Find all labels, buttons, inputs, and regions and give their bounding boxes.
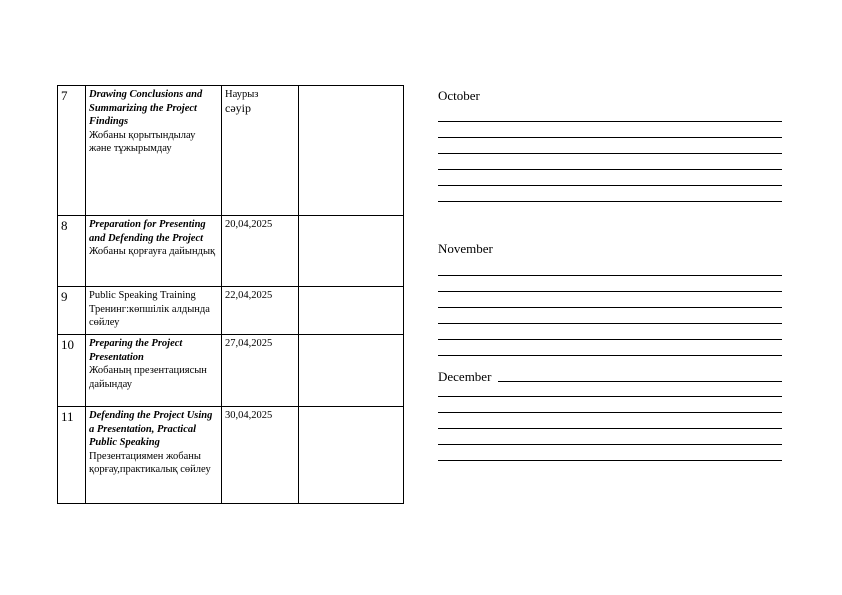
writing-line: [438, 339, 782, 340]
row-title-en: Drawing Conclusions and Summarizing the Project Findings: [89, 89, 203, 127]
row-date-line2: сәуір: [225, 100, 251, 115]
writing-line: [438, 323, 782, 324]
writing-line: [438, 355, 782, 356]
row-title-kz: Жобаны қорғауға дайындық: [89, 246, 216, 257]
writing-line: [438, 428, 782, 429]
row-notes-cell: [299, 86, 404, 216]
row-notes-cell: [299, 407, 404, 504]
row-date-line1: Наурыз: [225, 89, 259, 100]
row-number: 7: [58, 86, 86, 216]
row-date: 30,04,2025: [222, 407, 299, 504]
writing-line: [438, 201, 782, 202]
writing-line: [438, 153, 782, 154]
row-notes-cell: [299, 335, 404, 407]
row-title-plain: Public Speaking Training Тренинг:көпшілік алдында сөйлеу: [89, 290, 210, 328]
october-notes: [438, 87, 782, 207]
writing-line: [438, 444, 782, 445]
row-number: 8: [58, 216, 86, 287]
november-heading: November: [438, 241, 493, 256]
december-heading: December: [438, 369, 492, 384]
row-title-cell: [86, 287, 222, 335]
october-heading: October: [438, 88, 480, 103]
writing-line: [438, 291, 782, 292]
table-row: [58, 407, 404, 504]
row-date: 27,04,2025: [222, 335, 299, 407]
row-number: 10: [58, 335, 86, 407]
writing-line: [438, 169, 782, 170]
table-row: [58, 216, 404, 287]
row-title-en: Preparation for Presenting and Defending the Project: [89, 219, 206, 244]
plan-table: [57, 85, 404, 504]
table-row: [58, 86, 404, 216]
writing-line: [438, 396, 782, 397]
table-row: [58, 287, 404, 335]
row-date: 22,04,2025: [222, 287, 299, 335]
row-date: 20,04,2025: [222, 216, 299, 287]
table-row: [58, 335, 404, 407]
writing-line: [438, 137, 782, 138]
writing-line: [438, 275, 782, 276]
writing-line: [438, 185, 782, 186]
row-number: 11: [58, 407, 86, 504]
row-title-cell: [86, 86, 222, 216]
row-date-cell: [222, 86, 299, 216]
november-notes: [438, 240, 782, 360]
row-title-kz: Презентациямен жобаны қорғау,практикалық сөйлеу: [89, 450, 211, 475]
writing-line: [438, 412, 782, 413]
row-notes-cell: [299, 216, 404, 287]
row-title-cell: [86, 407, 222, 504]
writing-line: [438, 307, 782, 308]
writing-line: [438, 121, 782, 122]
writing-line: [498, 381, 782, 382]
row-title-kz: Жобаны қорытындылау және тұжырымдау: [89, 129, 196, 154]
december-notes: [438, 368, 782, 468]
row-title-en: Defending the Project Using a Presentation, Practical Public Speaking: [89, 410, 213, 448]
row-title-kz: Жобаның презентациясын дайындау: [89, 365, 207, 390]
row-number: 9: [58, 287, 86, 335]
row-title-cell: [86, 335, 222, 407]
row-title-en: Preparing the Project Presentation: [89, 338, 183, 363]
writing-line: [438, 460, 782, 461]
row-title-cell: [86, 216, 222, 287]
row-notes-cell: [299, 287, 404, 335]
